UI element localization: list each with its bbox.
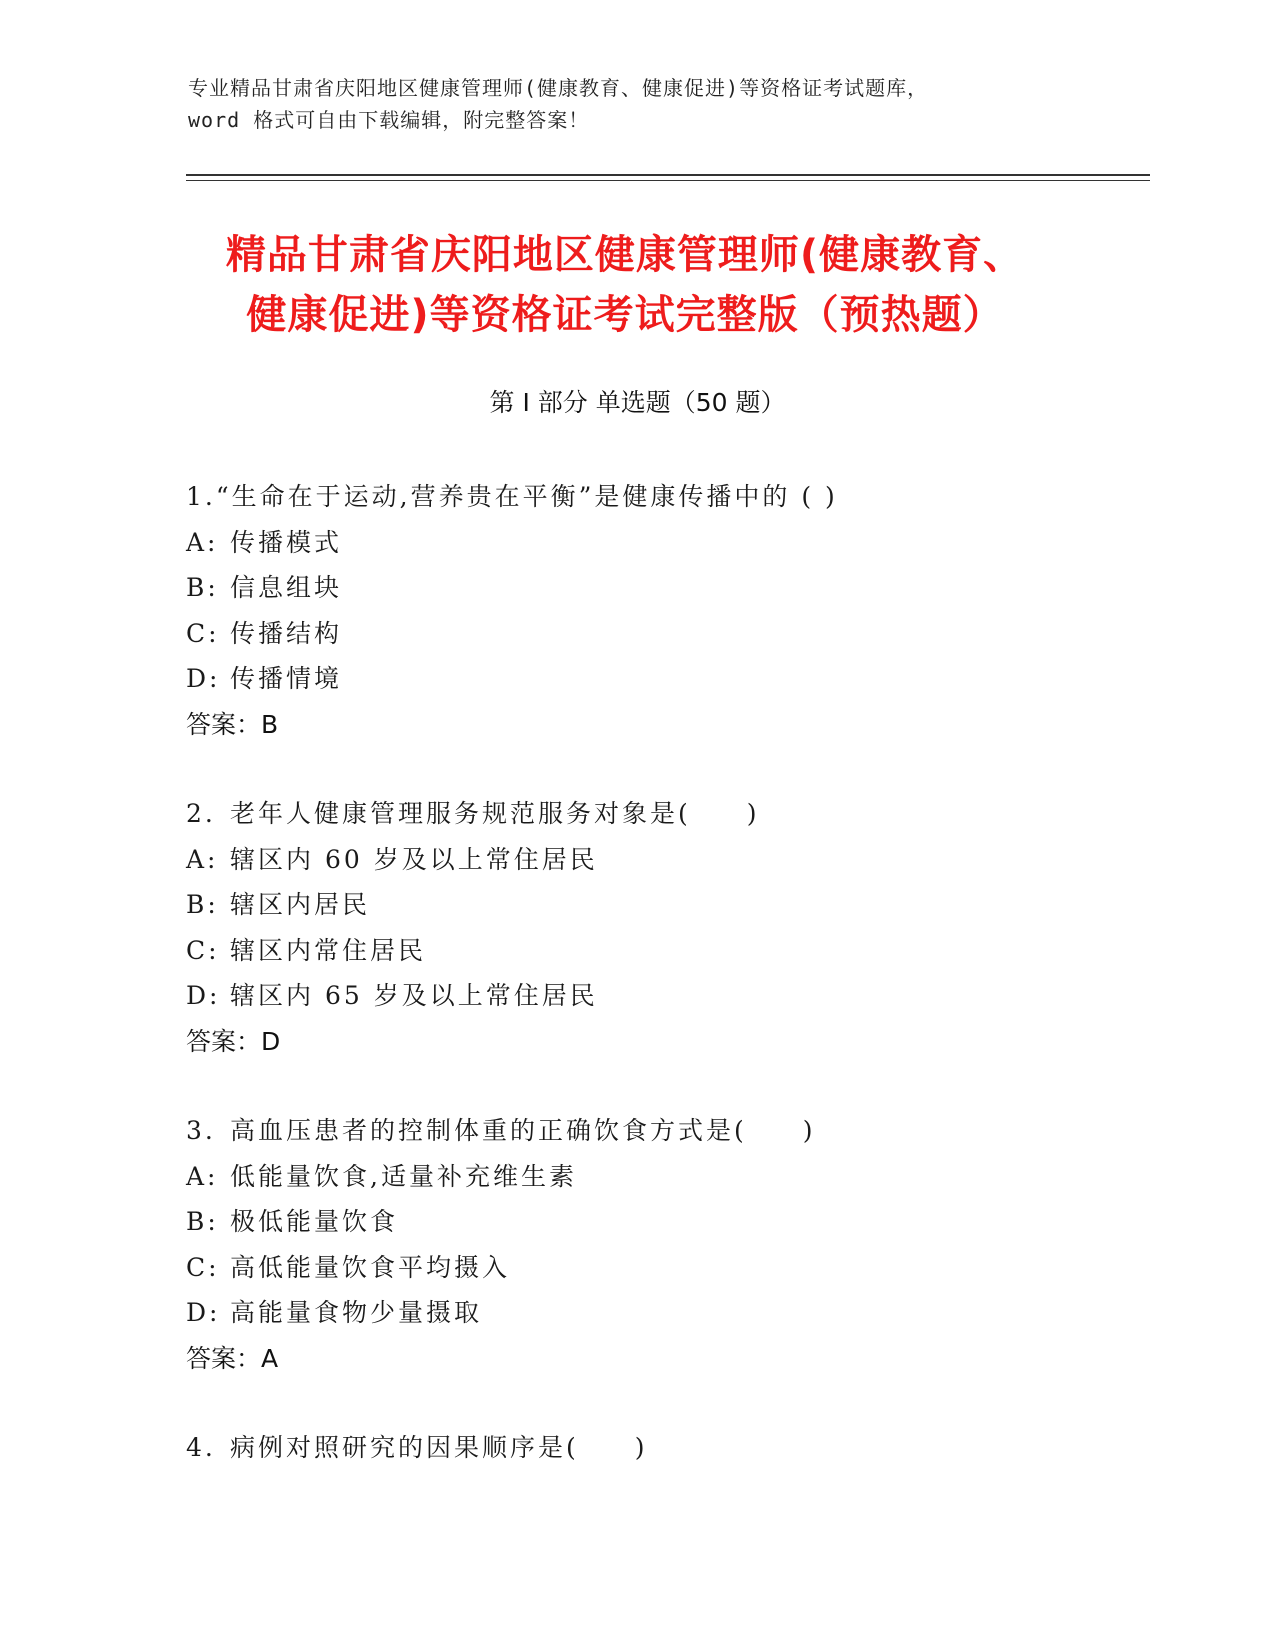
option-text: 传播结构 <box>230 618 343 648</box>
answer: 答案：A <box>186 1343 279 1373</box>
question-text: “生命在于运动,营养贵在平衡”是健康传播中的 ( ) <box>215 482 838 511</box>
question-3 <box>186 1108 1136 1381</box>
option-label: D: <box>186 664 221 693</box>
question-number: 3. <box>186 1116 216 1145</box>
option-label: C: <box>186 1252 220 1282</box>
document-title-line-1: 精品甘肃省庆阳地区健康管理师(健康教育、 <box>225 232 1025 278</box>
option-label: A: <box>186 844 219 874</box>
option-text: 传播模式 <box>230 527 343 557</box>
option-d <box>186 1290 1136 1336</box>
option-text: 辖区内居民 <box>230 890 371 919</box>
option-text: 辖区内 65 岁及以上常住居民 <box>230 981 598 1010</box>
header-note-line-1: 专业精品甘肃省庆阳地区健康管理师(健康教育、健康促进)等资格证考试题库， <box>188 76 929 100</box>
option-d <box>186 973 1136 1019</box>
question-number: 1. <box>186 482 216 511</box>
option-text: 辖区内 60 岁及以上常住居民 <box>230 844 598 874</box>
option-b <box>186 565 1136 611</box>
question-4 <box>186 1425 1136 1471</box>
option-text: 信息组块 <box>230 573 343 602</box>
option-label: A: <box>186 527 219 557</box>
question-stem <box>186 791 1136 837</box>
option-a <box>186 837 1136 883</box>
question-list <box>186 474 1136 1515</box>
option-b <box>186 1199 1136 1245</box>
document-title <box>150 225 1100 345</box>
option-d <box>186 656 1136 702</box>
question-text: 老年人健康管理服务规范服务对象是( ) <box>230 799 760 828</box>
document-title-line-2: 健康促进)等资格证考试完整版（预热题） <box>246 292 1004 338</box>
option-label: B: <box>186 573 219 602</box>
question-stem <box>186 1425 1136 1471</box>
question-number: 2. <box>186 799 216 828</box>
question-text: 病例对照研究的因果顺序是( ) <box>230 1433 648 1462</box>
option-label: C: <box>186 618 220 648</box>
option-text: 辖区内常住居民 <box>230 935 427 965</box>
option-label: D: <box>186 1298 221 1327</box>
option-c <box>186 1245 1136 1291</box>
option-text: 传播情境 <box>230 664 343 693</box>
header-note-line-2: word 格式可自由下载编辑，附完整答案！ <box>188 108 590 132</box>
option-text: 高低能量饮食平均摄入 <box>230 1252 511 1282</box>
option-text: 极低能量饮食 <box>230 1207 399 1236</box>
question-1 <box>186 474 1136 747</box>
option-c <box>186 611 1136 657</box>
question-text: 高血压患者的控制体重的正确饮食方式是( ) <box>230 1116 816 1145</box>
option-label: C: <box>186 935 220 965</box>
option-label: B: <box>186 890 219 919</box>
option-a <box>186 1154 1136 1200</box>
header-note <box>188 72 1068 136</box>
option-label: A: <box>186 1161 219 1191</box>
option-text: 低能量饮食,适量补充维生素 <box>230 1161 577 1191</box>
header-divider-thin <box>186 180 1150 181</box>
question-number: 4. <box>186 1433 216 1462</box>
question-2 <box>186 791 1136 1064</box>
question-stem <box>186 474 1136 520</box>
question-stem <box>186 1108 1136 1154</box>
option-c <box>186 928 1136 974</box>
section-title: 第 I 部分 单选题（50 题） <box>489 388 786 417</box>
answer: 答案：D <box>186 1026 281 1056</box>
option-label: B: <box>186 1207 219 1236</box>
option-label: D: <box>186 981 221 1010</box>
option-text: 高能量食物少量摄取 <box>230 1298 483 1327</box>
option-a <box>186 520 1136 566</box>
header-divider-thick <box>186 174 1150 176</box>
option-b <box>186 882 1136 928</box>
answer: 答案：B <box>186 709 279 739</box>
